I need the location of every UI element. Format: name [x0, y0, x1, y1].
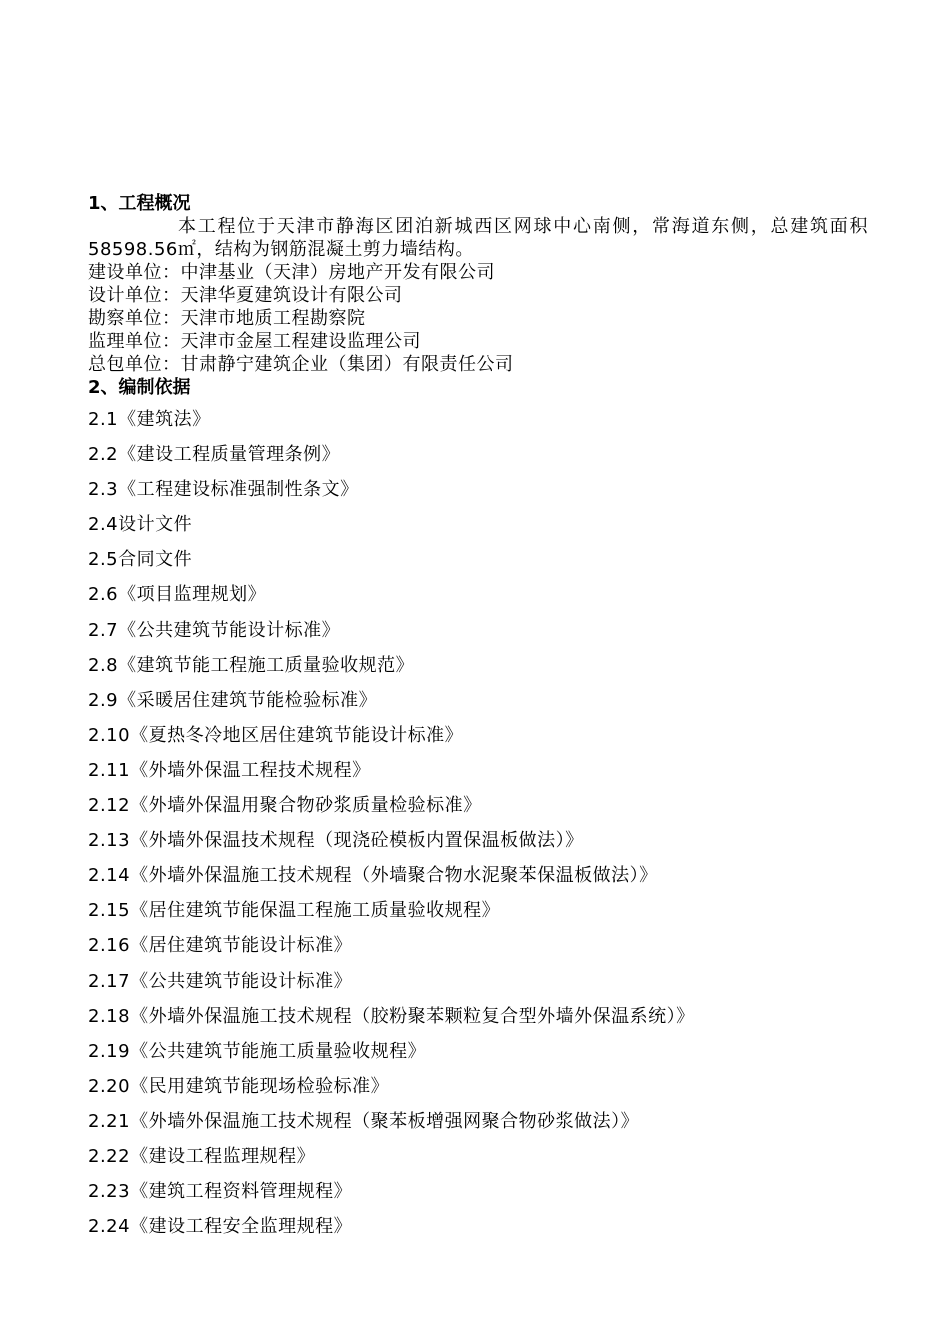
basis-item: 2.14《外墙外保温施工技术规程（外墙聚合物水泥聚苯保温板做法）》: [88, 865, 658, 887]
basis-item: 2.13《外墙外保温技术规程（现浇砼模板内置保温板做法）》: [88, 830, 584, 852]
supervision-unit-line: 监理单位：天津市金屋工程建设监理公司: [88, 331, 421, 352]
basis-item: 2.7《公共建筑节能设计标准》: [88, 619, 341, 641]
basis-item: 2.17《公共建筑节能设计标准》: [88, 970, 353, 992]
basis-item: 2.24《建设工程安全监理规程》: [88, 1216, 353, 1238]
basis-item: 2.12《外墙外保温用聚合物砂浆质量检验标准》: [88, 795, 482, 817]
basis-item: 2.6《项目监理规划》: [88, 584, 267, 606]
basis-item: 2.15《居住建筑节能保温工程施工质量验收规程》: [88, 900, 501, 922]
construction-unit-line: 建设单位：中津基业（天津）房地产开发有限公司: [88, 262, 495, 283]
basis-item: 2.23《建筑工程资料管理规程》: [88, 1181, 353, 1203]
basis-item: 2.9《采暖居住建筑节能检验标准》: [88, 689, 378, 711]
basis-item: 2.16《居住建筑节能设计标准》: [88, 935, 353, 957]
basis-item: 2.18《外墙外保温施工技术规程（胶粉聚苯颗粒复合型外墙外保温系统）》: [88, 1005, 695, 1027]
project-overview-section: [88, 192, 868, 399]
basis-item: 2.5合同文件: [88, 549, 193, 571]
basis-item: 2.21《外墙外保温施工技术规程（聚苯板增强网聚合物砂浆做法）》: [88, 1110, 640, 1132]
basis-item: 2.3《工程建设标准强制性条文》: [88, 479, 359, 501]
basis-item: 2.4设计文件: [88, 514, 193, 536]
basis-item: 2.22《建设工程监理规程》: [88, 1145, 316, 1167]
basis-item: 2.8《建筑节能工程施工质量验收规范》: [88, 654, 415, 676]
project-overview-heading: 1、工程概况: [88, 193, 191, 214]
basis-item: 2.10《夏热冬冷地区居住建筑节能设计标准》: [88, 724, 464, 746]
general-contractor-line: 总包单位：甘肃静宁建筑企业（集团）有限责任公司: [88, 354, 514, 375]
basis-item: 2.1《建筑法》: [88, 409, 211, 430]
basis-item: 2.2《建设工程质量管理条例》: [88, 444, 341, 466]
basis-item: 2.20《民用建筑节能现场检验标准》: [88, 1075, 390, 1097]
project-overview-paragraph: 本工程位于天津市静海区团泊新城西区网球中心南侧，常海道东侧，总建筑面积58598.56㎡，结构为钢筋混凝土剪力墙结构。: [88, 216, 868, 260]
design-unit-line: 设计单位：天津华夏建筑设计有限公司: [88, 285, 403, 306]
survey-unit-line: 勘察单位：天津市地质工程勘察院: [88, 308, 366, 329]
compilation-basis-heading: 2、编制依据: [88, 377, 191, 398]
basis-item: 2.19《公共建筑节能施工质量验收规程》: [88, 1040, 427, 1062]
basis-item: 2.11《外墙外保温工程技术规程》: [88, 759, 371, 781]
compilation-basis-list: [88, 402, 888, 1244]
